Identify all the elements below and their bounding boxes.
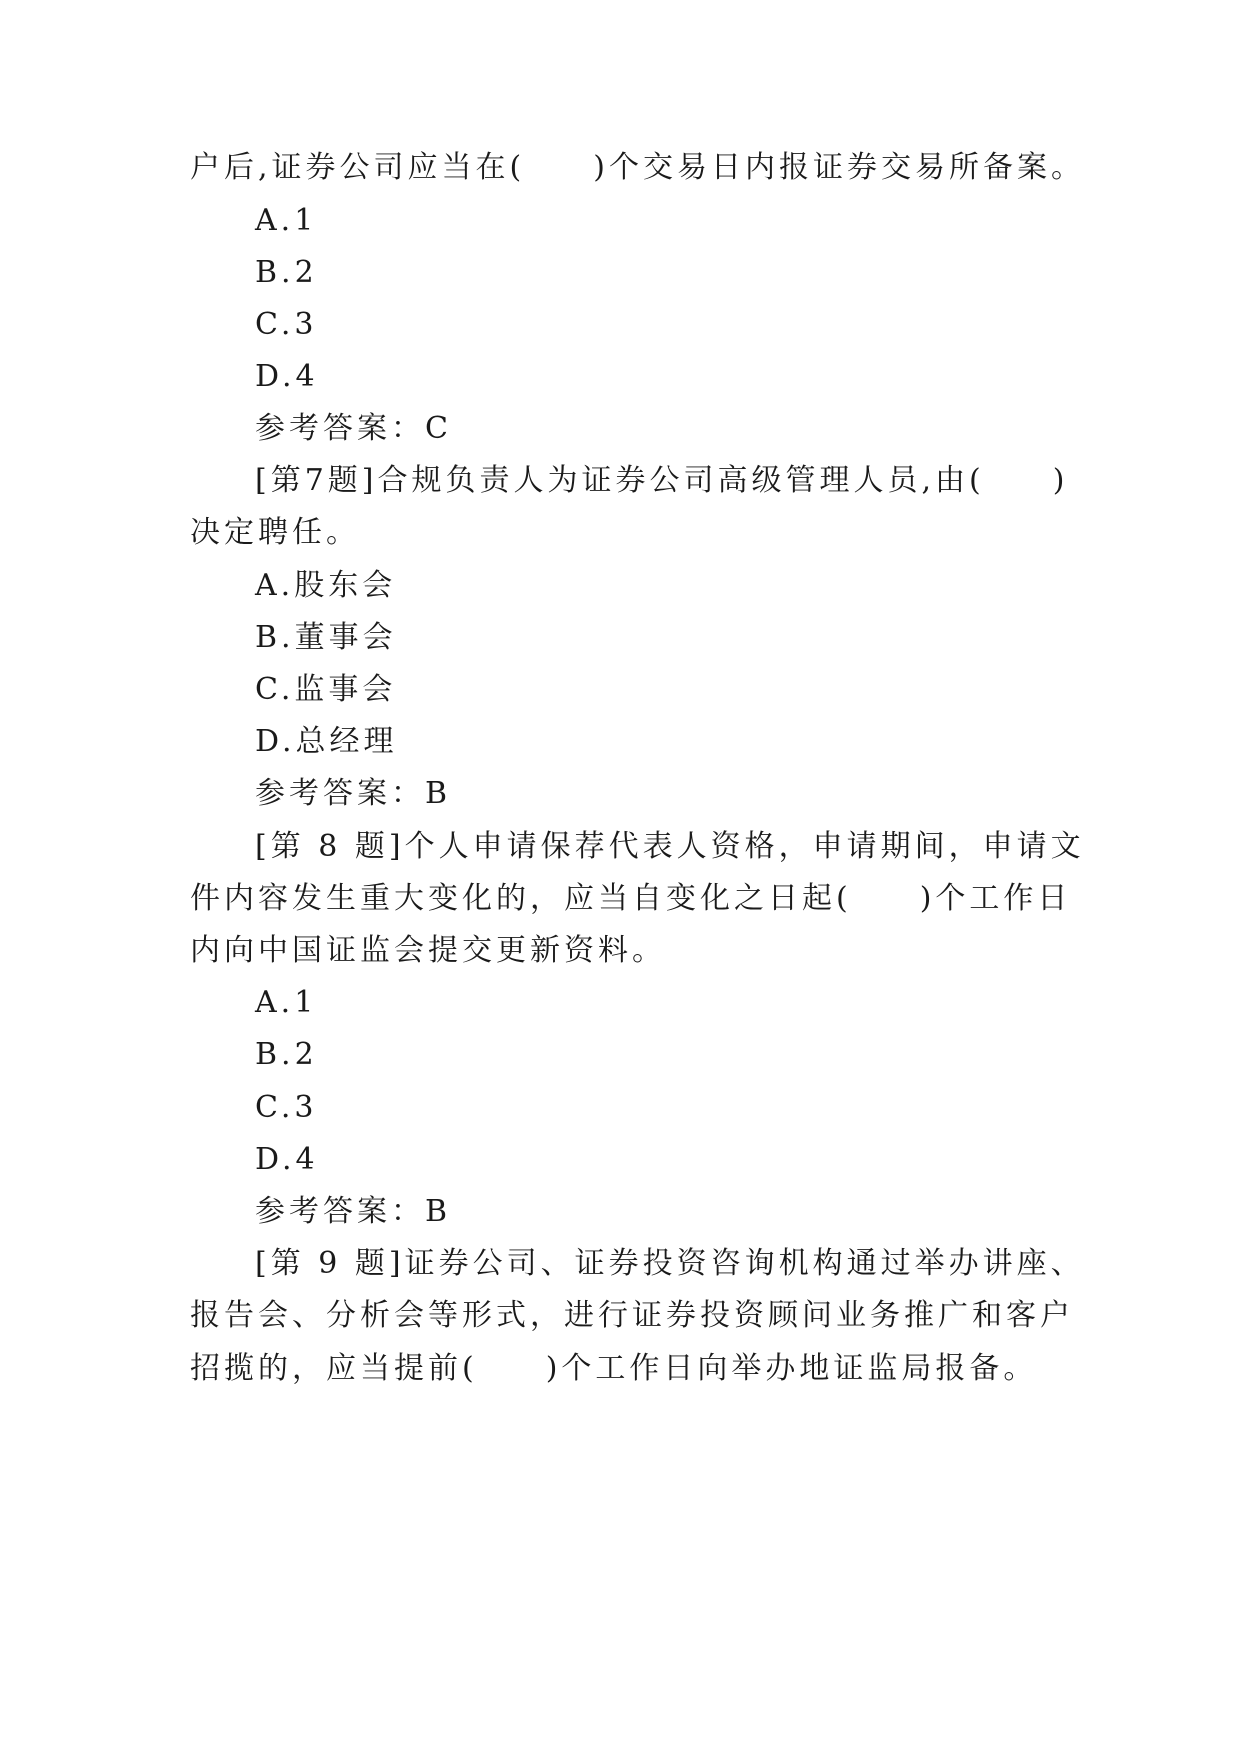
text-line: 户后,证券公司应当在( )个交易日内报证券交易所备案。: [190, 150, 1085, 185]
option-line: D.4: [255, 359, 319, 394]
option-line: C.监事会: [255, 672, 397, 707]
option-line: B.董事会: [255, 620, 397, 655]
option-line: A.1: [255, 985, 318, 1020]
answer-line: 参考答案：B: [255, 776, 452, 811]
question-line: [第 9 题]证券公司、证券投资咨询机构通过举办讲座、: [255, 1246, 1085, 1281]
option-line: C.3: [255, 307, 318, 342]
option-line: A.股东会: [255, 568, 397, 603]
option-line: C.3: [255, 1090, 318, 1125]
text-line: 招揽的，应当提前( )个工作日向举办地证监局报备。: [190, 1351, 1038, 1386]
answer-line: 参考答案：B: [255, 1194, 452, 1229]
question-line: [第7题]合规负责人为证券公司高级管理人员,由( ): [255, 463, 1069, 498]
option-line: B.2: [255, 1037, 318, 1072]
text-line: 件内容发生重大变化的，应当自变化之日起( )个工作日: [190, 881, 1072, 916]
option-line: D.总经理: [255, 724, 398, 759]
option-line: B.2: [255, 255, 318, 290]
option-line: D.4: [255, 1142, 319, 1177]
question-line: [第 8 题]个人申请保荐代表人资格，申请期间，申请文: [255, 829, 1085, 864]
text-line: 报告会、分析会等形式，进行证券投资顾问业务推广和客户: [190, 1298, 1074, 1333]
option-line: A.1: [255, 203, 318, 238]
text-line: 决定聘任。: [190, 515, 360, 550]
answer-line: 参考答案：C: [255, 411, 452, 446]
text-line: 内向中国证监会提交更新资料。: [190, 933, 666, 968]
